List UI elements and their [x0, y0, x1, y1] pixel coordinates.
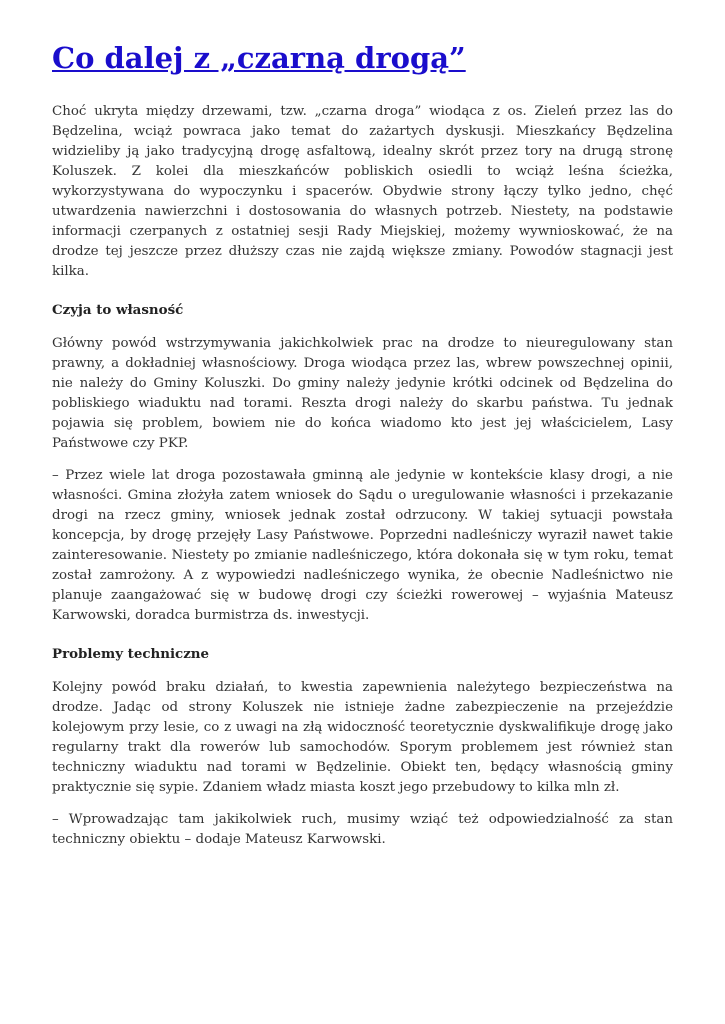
ownership-paragraph-2: – Przez wiele lat droga pozostawała gminną ale jedynie w kontekście klasy drogi, a nie własności. Gmina złożyła zatem wniosek do Sądu o uregulowanie własności i przekazanie drogi na rzecz gminy, wniosek jednak został odrzucony. W takiej sytuacji powstała koncepcja, by drogę przejęły Lasy Państwowe. Poprzedni nadleśniczy wyraził nawet takie zainteresowanie. Niestety po zmianie nadleśniczego, która dokonała się w tym roku, temat został zamrożony. A z wypowiedzi nadleśniczego wynika, że obecnie Nadleśnictwo nie planuje zaangażować się w budowę drogi czy ścieżki rowerowej – wyjaśnia Mateusz Karwowski, doradca burmistrza ds. inwestycji.: [52, 468, 673, 624]
technical-paragraph-2: – Wprowadzając tam jakikolwiek ruch, musimy wziąć też odpowiedzialność za stan techniczny obiektu – dodaje Mateusz Karwowski.: [52, 812, 673, 848]
title-link[interactable]: Co dalej z „czarną drogą”: [52, 41, 466, 75]
article: [52, 40, 673, 862]
technical-paragraph-1: Kolejny powód braku działań, to kwestia zapewnienia należytego bezpieczeństwa na drodze. Jadąc od strony Koluszek nie istnieje żadne zabezpieczenie na przejeździe kolejowym przy lesie, co z uwagi na złą widoczność teoretycznie dyskwalifikuje drogę jako regularny trakt dla rowerów lub samochodów. Sporym problemem jest również stan techniczny wiaduktu nad torami w Będzelinie. Obiekt ten, będący własnością gminy praktycznie się sypie. Zdaniem władz miasta koszt jego przebudowy to kilka mln zł.: [52, 680, 673, 796]
intro-paragraph: Choć ukryta między drzewami, tzw. „czarna droga” wiodąca z os. Zieleń przez las do Będzelina, wciąż powraca jako temat do zażartych dyskusji. Mieszkańcy Będzelina widzieliby ją jako tradycyjną drogę asfaltową, idealny skrót przez tory na drugą stronę Koluszek. Z kolei dla mieszkańców pobliskich osiedli to wciąż leśna ścieżka, wykorzystywana do wypoczynku i spacerów. Obydwie strony łączy tylko jedno, chęć utwardzenia nawierzchni i dostosowania do własnych potrzeb. Niestety, na podstawie informacji czerpanych z ostatniej sesji Rady Miejskiej, możemy wywnioskować, że na drodze tej jeszcze przez dłuższy czas nie zajdą większe zmiany. Powodów stagnacji jest kilka.: [52, 104, 673, 280]
page-title: [52, 40, 673, 76]
section-heading-technical: Problemy techniczne: [52, 646, 210, 663]
section-heading-ownership: Czyja to własność: [52, 302, 184, 319]
ownership-paragraph-1: Główny powód wstrzymywania jakichkolwiek prac na drodze to nieuregulowany stan prawny, a dokładniej własnościowy. Droga wiodąca przez las, wbrew powszechnej opinii, nie należy do Gminy Koluszki. Do gminy należy jedynie krótki odcinek od Będzelina do pobliskiego wiaduktu nad torami. Reszta drogi należy do skarbu państwa. Tu jednak pojawia się problem, bowiem nie do końca wiadomo kto jest jej właścicielem, Lasy Państwowe czy PKP.: [52, 336, 673, 452]
